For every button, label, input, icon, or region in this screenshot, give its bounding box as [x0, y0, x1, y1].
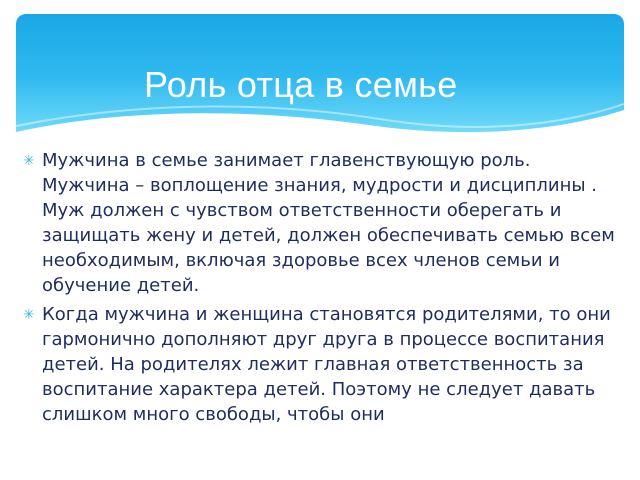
snowflake-bullet-icon: ✳	[23, 153, 35, 169]
snowflake-bullet-icon: ✳	[23, 307, 35, 323]
bullet-text: Мужчина в семье занимает главенствующую роль. Мужчина – воплощение знания, мудрости и дисциплины . Муж должен с чувством ответственности оберегать и защищать жену и детей, должен обеспечивать семью всем необходимым, включая здоровье всех членов семьи и обучение детей.	[42, 150, 615, 296]
bullet-text: Когда мужчина и женщина становятся родителями, то они гармонично дополняют друг друга в процессе воспитания детей. На родителях лежит главная ответственность за воспитание характера детей. Поэтому не следует давать слишком много свободы, чтобы они	[42, 304, 611, 425]
bullet-item	[20, 148, 620, 298]
bullet-list	[20, 148, 620, 427]
bullet-item	[20, 302, 620, 427]
title-header-band	[16, 14, 624, 154]
slide-title: Роль отца в семье	[144, 64, 458, 105]
slide-content	[20, 148, 620, 431]
